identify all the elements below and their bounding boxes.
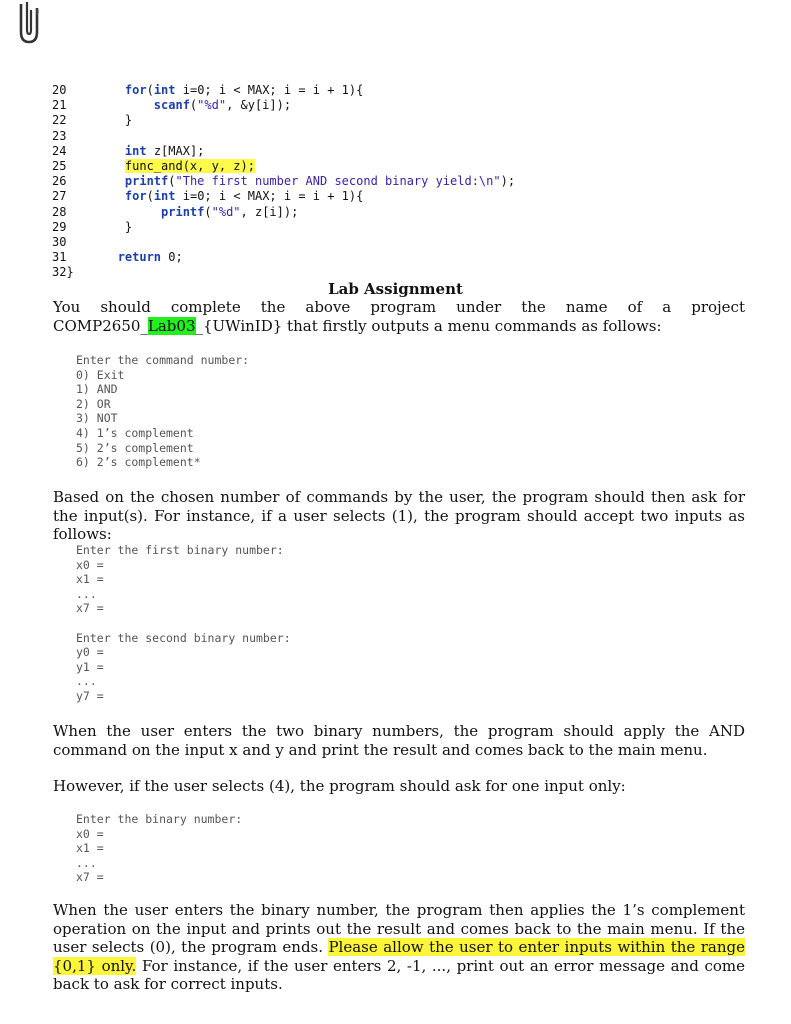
code-text: int z[MAX]; <box>124 143 205 158</box>
prompt-line: ... <box>76 586 97 601</box>
prompt-line: Enter the second binary number: <box>76 630 291 645</box>
code-line <box>52 174 752 189</box>
line-number: 25 <box>52 158 67 173</box>
prompt-line: x0 = <box>76 826 104 841</box>
section-title: Lab Assignment <box>328 280 463 298</box>
code-line <box>52 144 752 159</box>
line-number: 26 <box>52 174 67 189</box>
prompt-line: ... <box>76 674 97 689</box>
code-text: } <box>124 113 133 128</box>
code-text: scanf("%d", &y[i]); <box>153 98 292 113</box>
prompt-line: x7 = <box>76 870 104 885</box>
svg-text:3: 3 <box>35 8 40 16</box>
code-line <box>52 220 752 235</box>
line-number: 22 <box>52 113 67 128</box>
range-highlight: Please allow the user to enter inputs within the range {0,1} only. <box>53 938 745 975</box>
line-number: 27 <box>52 189 67 204</box>
paragraph-and-result: When the user enters the two binary numbers, the program should apply the AND command on the input x and y and print the result and comes back to the main menu. <box>53 722 745 759</box>
line-number: 28 <box>52 204 67 219</box>
code-line <box>52 235 752 250</box>
code-line <box>52 265 752 280</box>
prompt-line: ... <box>76 855 97 870</box>
code-listing <box>52 83 752 280</box>
prompt-line: Enter the binary number: <box>76 812 243 826</box>
code-text: func_and(x, y, z); <box>124 158 255 173</box>
paragraph-one-input: However, if the user selects (4), the program should ask for one input only: <box>53 777 626 795</box>
prompt-line: y7 = <box>76 688 104 703</box>
menu-output <box>76 353 249 470</box>
code-text: for(int i=0; i < MAX; i = i + 1){ <box>124 189 364 204</box>
code-text: return 0; <box>117 250 183 265</box>
code-line <box>52 189 752 204</box>
lab-highlight: Lab03 <box>147 316 196 335</box>
code-line <box>52 113 752 128</box>
prompt-line: x1 = <box>76 841 104 856</box>
menu-line: 2) OR <box>76 396 111 411</box>
paragraph-input-request: Based on the chosen number of commands by the user, the program should then ask for the input(s). For instance, if a user selects (1), the program should accept two inputs as follows: <box>53 488 745 543</box>
code-line <box>52 205 752 220</box>
prompt-line: Enter the first binary number: <box>76 543 284 557</box>
code-text: printf("The first number AND second binary yield:\n"); <box>124 174 516 189</box>
code-line <box>52 159 752 174</box>
intro-paragraph: You should complete the above program under the name of a project COMP2650_Lab03_{UWinID} that firstly outputs a menu commands as follows: <box>53 298 745 335</box>
menu-line: 3) NOT <box>76 411 118 426</box>
menu-line: Enter the command number: <box>76 353 250 367</box>
code-text: } <box>124 219 133 234</box>
prompt-line <box>76 616 291 631</box>
line-number: 32} <box>52 265 74 280</box>
menu-line: 6) 2’s complement* <box>76 455 201 470</box>
line-number: 30 <box>52 234 67 249</box>
prompt-line: y1 = <box>76 659 104 674</box>
code-line <box>52 250 752 265</box>
menu-line: 5) 2’s complement <box>76 440 194 455</box>
code-line <box>52 83 752 98</box>
paragraph-complement: When the user enters the binary number, the program then applies the 1’s complement operation on the input and prints out the result and comes back to the main menu. If the user selects (0), the program ends. Please allow the user to enter inputs within the range {0,1} only. For instance, if the user enters 2, -1, ..., print out an error message and come back to ask for correct inputs. <box>53 901 745 993</box>
prompt-line: x0 = <box>76 557 104 572</box>
line-number: 23 <box>52 128 67 143</box>
prompt-line: x7 = <box>76 601 104 616</box>
code-text: printf("%d", z[i]); <box>161 204 299 219</box>
menu-line: 1) AND <box>76 382 118 397</box>
prompt-line: x1 = <box>76 572 104 587</box>
line-number: 29 <box>52 219 67 234</box>
code-text: for(int i=0; i < MAX; i = i + 1){ <box>124 83 364 97</box>
line-number: 20 <box>52 83 67 97</box>
paperclip-icon <box>8 0 48 50</box>
code-line <box>52 129 752 144</box>
line-number: 31 <box>52 250 67 265</box>
one-input-example <box>76 812 242 885</box>
line-number: 24 <box>52 143 67 158</box>
prompt-line: y0 = <box>76 645 104 660</box>
line-number: 21 <box>52 98 67 113</box>
menu-line: 0) Exit <box>76 367 125 382</box>
menu-line: 4) 1’s complement <box>76 425 194 440</box>
code-line <box>52 98 752 113</box>
two-input-example <box>76 543 291 704</box>
